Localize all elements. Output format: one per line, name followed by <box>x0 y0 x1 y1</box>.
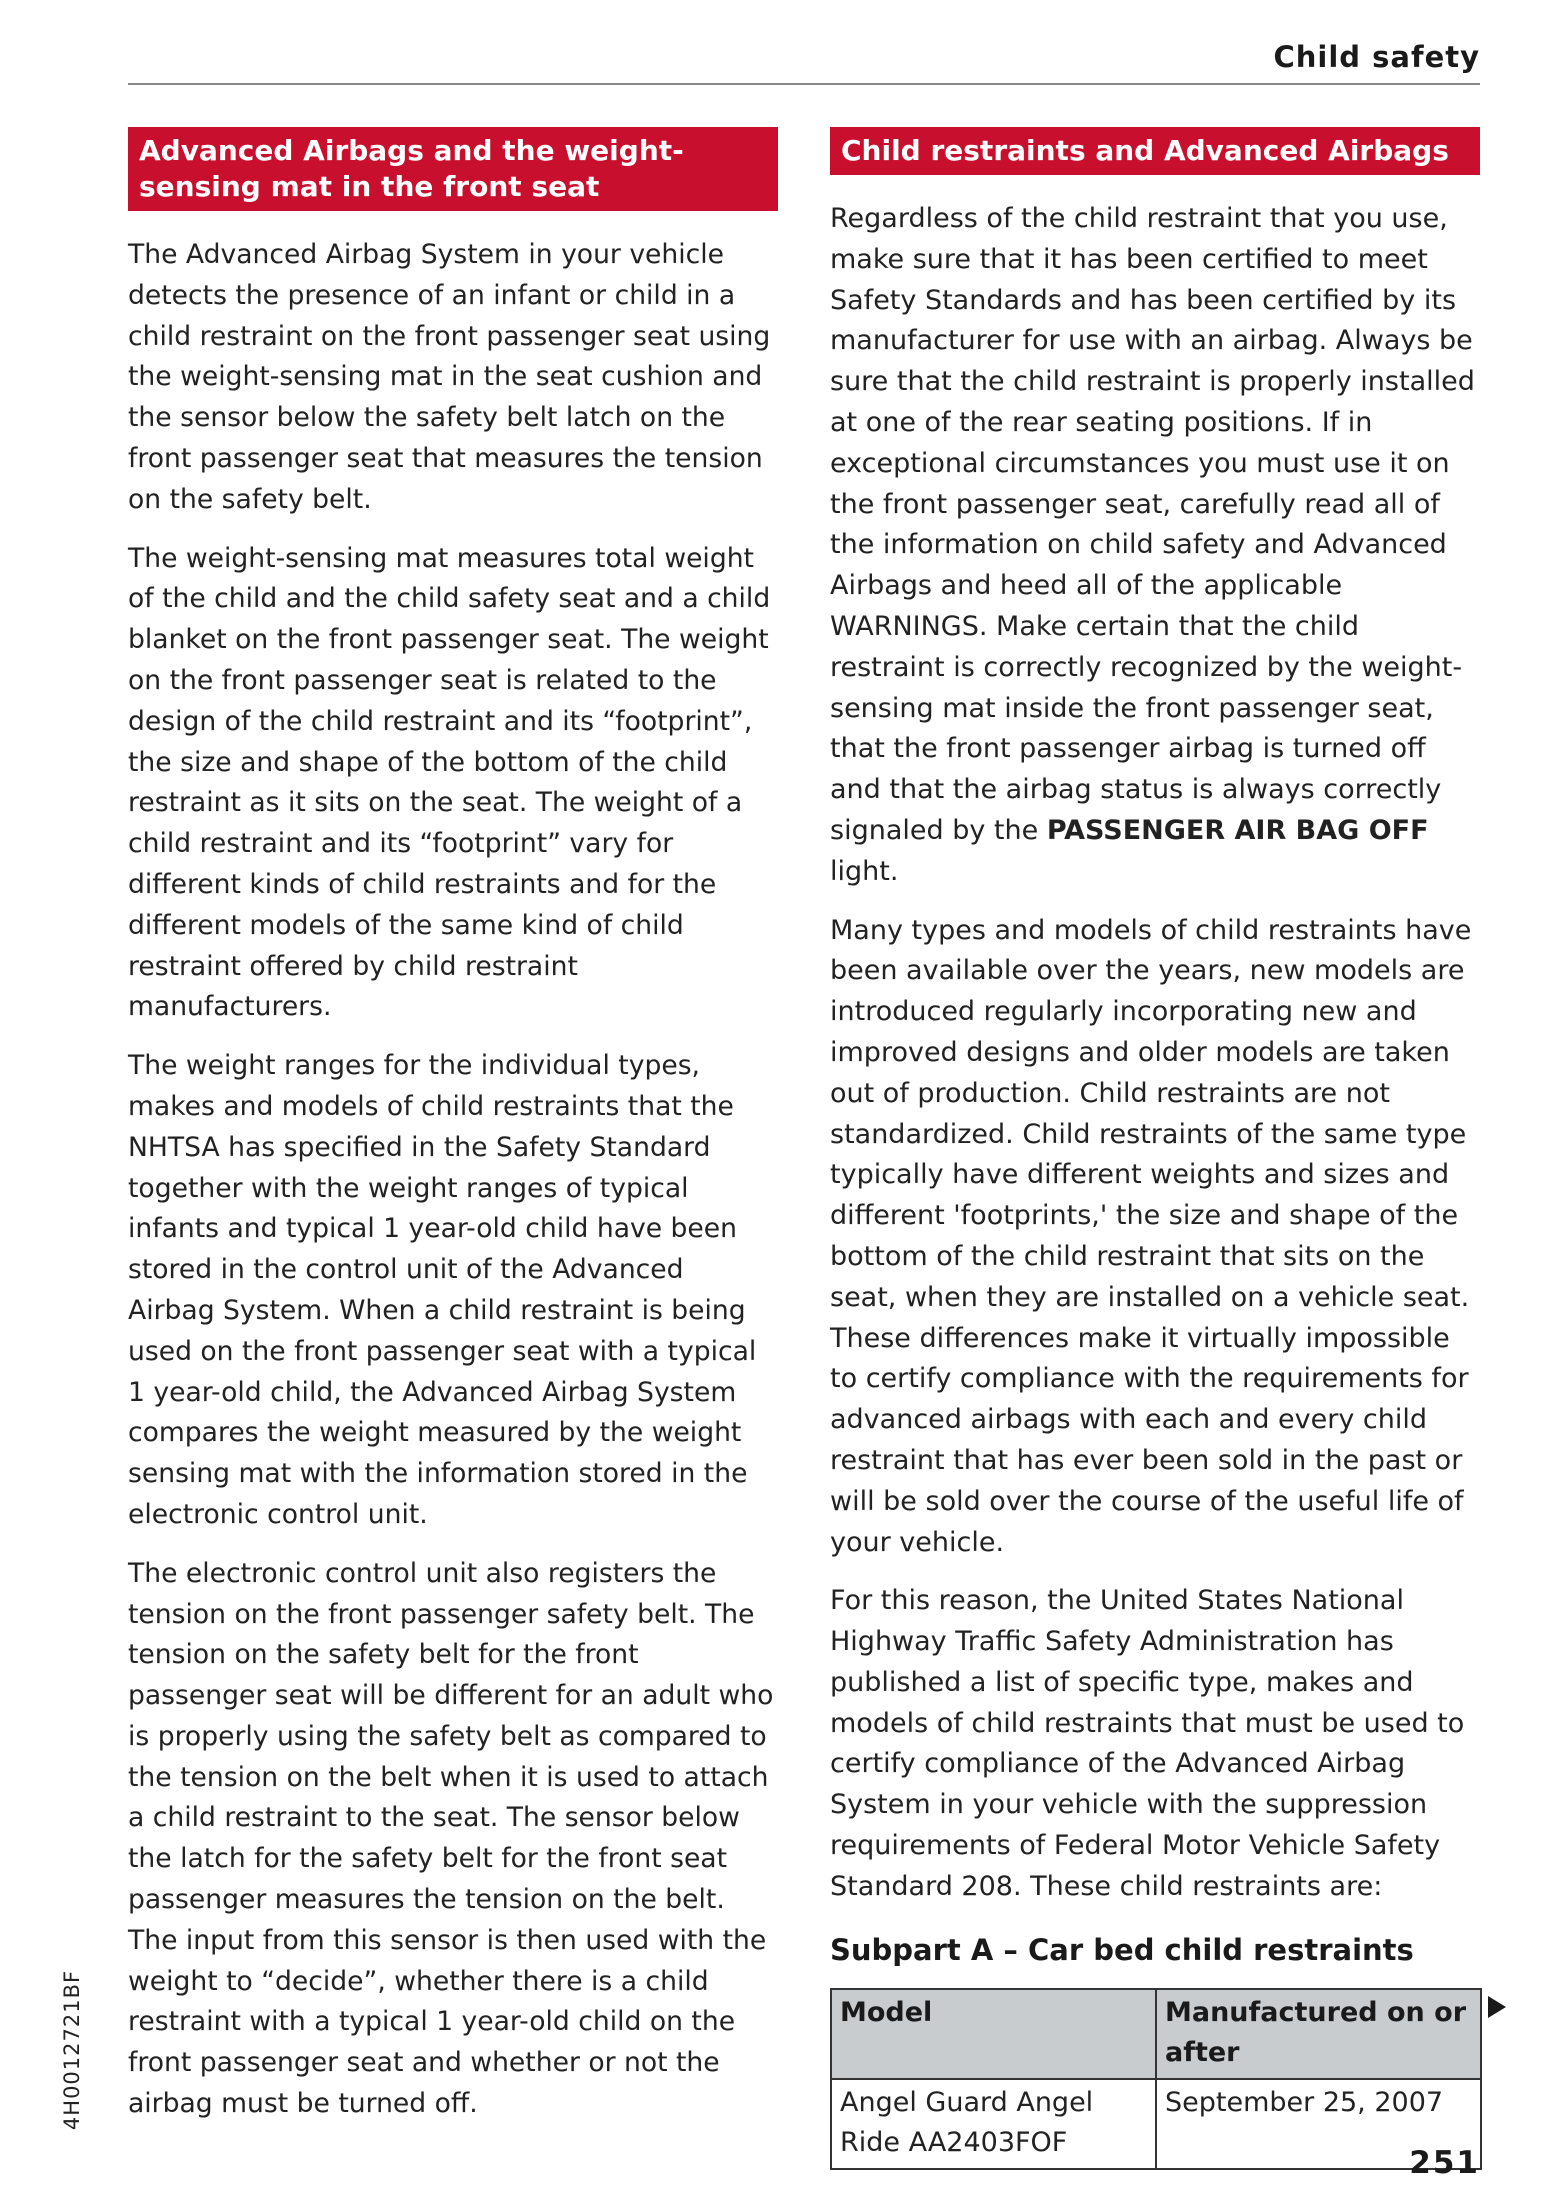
section-heading-child-restraints: Child restraints and Advanced Airbags <box>830 127 1480 175</box>
paragraph-text-end: light. <box>830 855 899 887</box>
paragraph-text: Regardless of the child restraint that you use, make sure that it has been certified to meet Safety Standards and has been certified by its manufacturer for use with an airbag. Always be sure that the child restraint is properly installed at one of the rear seating positions. If in exceptional circumstances you must use it on the front passenger seat, carefully read all of the information on child safety and Advanced Airbags and heed all of the applicable WARNINGS. Make certain that the child restraint is correctly recognized by the weight-sensing mat inside the front passenger seat, that the front passenger airbag is turned off and that the airbag status is always correctly signaled by the <box>830 203 1475 846</box>
paragraph: Many types and models of child restraints have been available over the years, new models are introduced regularly incorporating new and improved designs and older models are taken out of production. Child restraints are not standardized. Child restraints of the same type typically have different weights and sizes and different 'footprints,' the size and shape of the bottom of the child restraint that sits on the seat, when they are installed on a vehicle seat. These differences make it virtually impossible to certify compliance with the requirements for advanced airbags with each and every child restraint that has ever been sold in the past or will be sold over the course of the useful life of your vehicle. <box>830 914 1472 1558</box>
paragraph: For this reason, the United States National Highway Traffic Safety Administration has published a list of specific type, makes and models of child restraints that must be used to certify compliance of the Advanced Airbag System in your vehicle with the suppression requirements of Federal Motor Vehicle Safety Standard 208. These child restraints are: <box>830 1585 1465 1902</box>
warning-light-name: PASSENGER AIR BAG OFF <box>1046 814 1429 846</box>
paragraph: The weight-sensing mat measures total weight of the child and the child safety seat and a child blanket on the front passenger seat. The weight on the front passenger seat is related to the design of the child restraint and its “footprint”, the size and shape of the bottom of the child restraint as it sits on the seat. The weight of a child restraint and its “footprint” vary for different kinds of child restraints and for the different models of the same kind of child restraint offered by child restraint manufacturers. <box>128 542 771 1023</box>
child-restraint-table <box>830 1988 1482 2170</box>
table-cell-model: Angel Guard Angel Ride AA2403FOF <box>831 2079 1156 2169</box>
header-divider <box>128 83 1480 85</box>
subpart-heading: Subpart A – Car bed child restraints <box>830 1932 1414 1967</box>
table-header-model: Model <box>831 1989 1156 2079</box>
paragraph: The weight ranges for the individual types, makes and models of child restraints that the NHTSA has specified in the Safety Standard together with the weight ranges of typical infants and typical 1 year-old child have been stored in the control unit of the Advanced Airbag System. When a child restraint is being used on the front passenger seat with a typical 1 year-old child, the Advanced Airbag System compares the weight measured by the weight sensing mat with the information stored in the electronic control unit. <box>128 1050 757 1530</box>
right-column <box>830 127 1480 2170</box>
triangle-right-icon <box>1488 1996 1506 2018</box>
table-header-row <box>831 1989 1481 2079</box>
paragraph <box>830 199 1480 893</box>
left-column <box>128 127 778 2143</box>
paragraph: The Advanced Airbag System in your vehicle detects the presence of an infant or child in a child restraint on the front passenger seat using the weight-sensing mat in the seat cushion and the sensor below the safety belt latch on the front passenger seat that measures the tension on the safety belt. <box>128 239 771 515</box>
page-number: 251 <box>1409 2145 1480 2181</box>
section-heading-airbags-weight-mat: Advanced Airbags and the weight-sensing mat in the front seat <box>128 127 778 211</box>
table-row <box>831 2079 1481 2169</box>
paragraph: The electronic control unit also registers the tension on the front passenger safety belt. The tension on the safety belt for the front passenger seat will be different for an adult who is properly using the safety belt as compared to the tension on the belt when it is used to attach a child restraint to the seat. The sensor below the latch for the safety belt for the front seat passenger measures the tension on the belt. The input from this sensor is then used with the weight to “decide”, whether there is a child restraint with a typical 1 year-old child on the front passenger seat and whether or not the airbag must be turned off. <box>128 1557 774 2120</box>
table-header-manufactured: Manufactured on or after <box>1156 1989 1481 2079</box>
document-code: 4H0012721BF <box>60 1969 84 2131</box>
table-cell-date: September 25, 2007 <box>1156 2079 1481 2169</box>
page-section-title: Child safety <box>1273 40 1480 74</box>
